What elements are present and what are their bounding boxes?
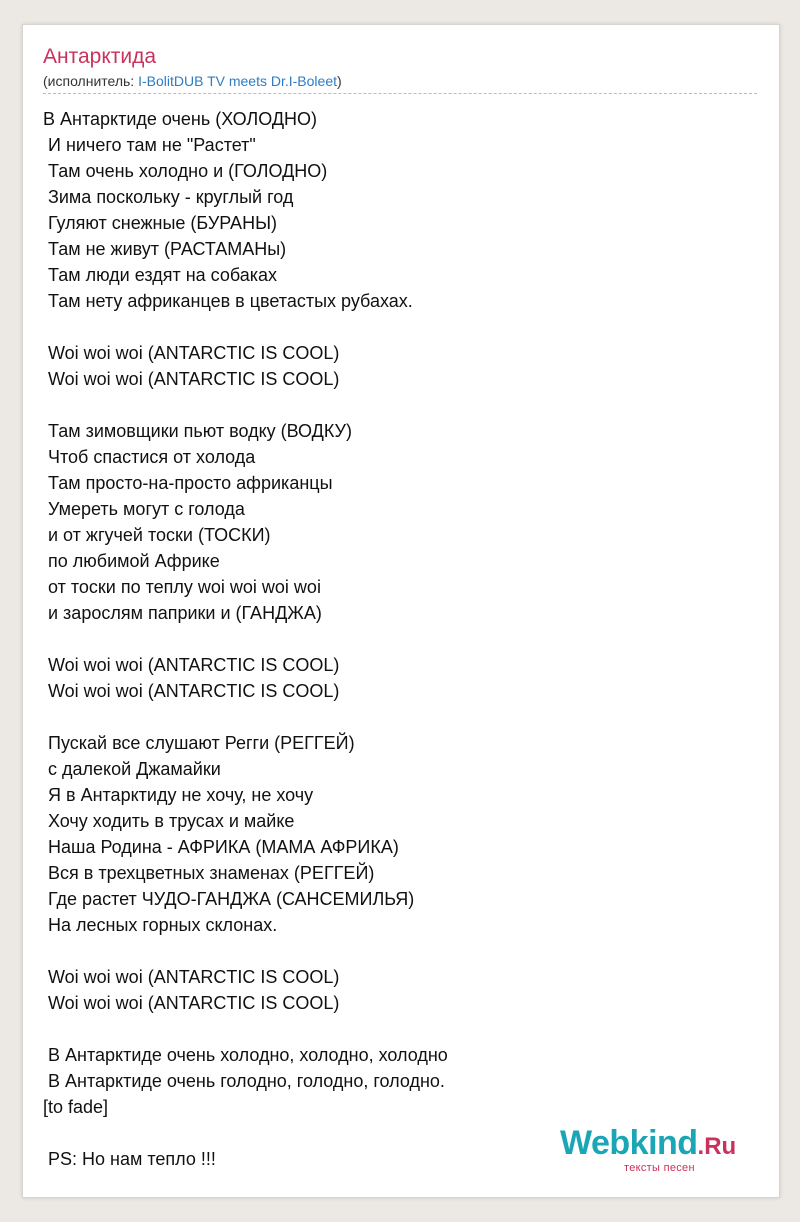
artist-suffix: ) [337,73,342,89]
song-title: Антарктида [43,45,157,68]
lyrics-card [22,24,780,1198]
artist-line [43,73,342,89]
logo-tld-text: .Ru [697,1133,737,1160]
logo-main-text: Webkind [560,1124,698,1162]
logo-subtitle: тексты песен [624,1162,695,1174]
title-divider [43,93,757,94]
artist-link[interactable]: I-BolitDUB TV meets Dr.I-Boleet [138,73,338,89]
webkind-logo[interactable] [560,1124,736,1163]
lyrics-text: В Антарктиде очень (ХОЛОДНО) И ничего там не "Растет" Там очень холодно и (ГОЛОДНО) Зима поскольку - круглый год Гуляют снежные (БУРАНЫ) Там не живут (РАСТАМАНы) Там люди ездят на собаках Там нету африканцев в цветастых рубахах. Woi woi woi (ANTARCTIC IS COOL) Woi woi woi (ANTARCTIC IS COOL) Там зимовщики пьют водку (ВОДКУ) Чтоб спастися от холода Там просто-на-просто африканцы Умереть могут с голода и от жгучей тоски (ТОСКИ) по любимой Африке от тоски по теплу woi woi woi woi и зарослям паприки и (ГАНДЖА) Woi woi woi (ANTARCTIC IS COOL) Woi woi woi (ANTARCTIC IS COOL) Пускай все слушают Регги (РЕГГЕЙ) с далекой Джамайки Я в Антарктиду не хочу, не хочу Хочу ходить в трусах и майке Наша Родина - АФРИКА (МАМА АФРИКА) Вся в трехцветных знаменах (РЕГГЕЙ) Где растет ЧУДО-ГАНДЖА (САНСЕМИЛЬЯ) На лесных горных склонах. Woi woi woi (ANTARCTIC IS COOL) Woi woi woi (ANTARCTIC IS COOL) В Антарктиде очень холодно, холодно, холодно В Антарктиде очень голодно, голодно, голодно. [to fade] PS: Но нам тепло !!! [43,109,448,1169]
artist-prefix: (исполнитель: [43,73,139,89]
